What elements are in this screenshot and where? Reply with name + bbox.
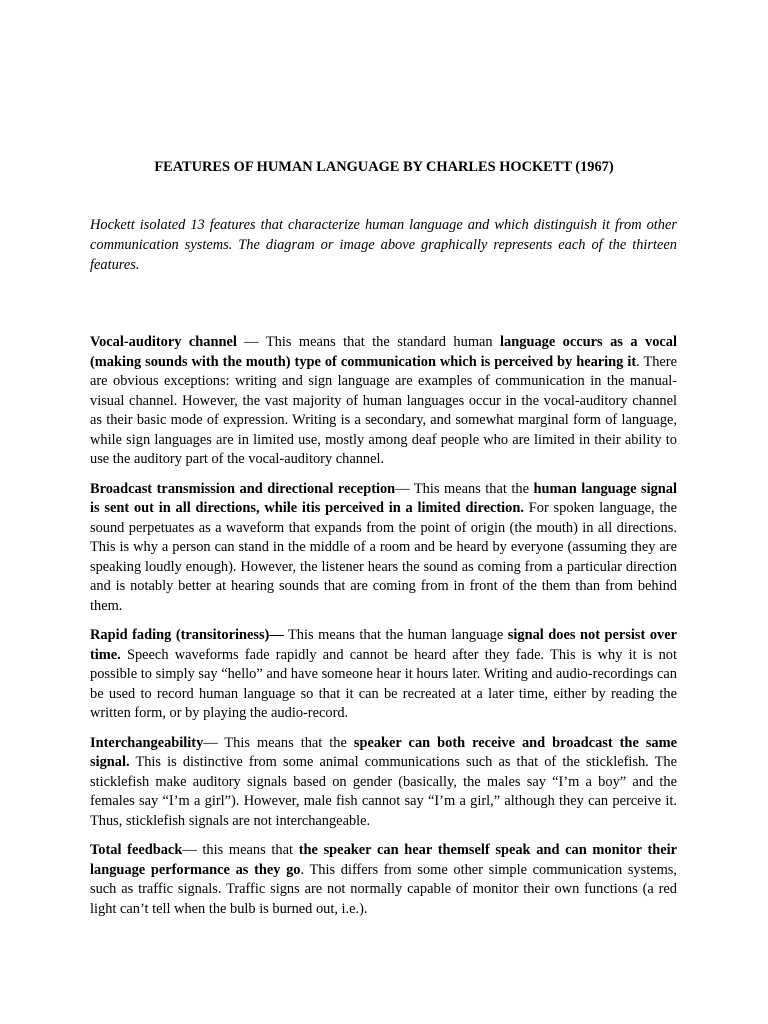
- feature-emphasis: the speaker can hear themself speak and can monitor their language performance as they go: [90, 842, 678, 878]
- feature-term: Broadcast transmission and directional reception: [90, 480, 396, 497]
- feature-term: Rapid fading (transitoriness)—: [90, 627, 284, 643]
- feature-paragraph-total-feedback: [90, 841, 677, 919]
- feature-term: Vocal-auditory channel: [90, 334, 237, 350]
- intro-paragraph: Hockett isolated 13 features that characterize human language and which distinguish it from other communication systems. The diagram or image above graphically represents each of the thirteen features.: [90, 217, 677, 273]
- feature-text: . There are obvious exceptions: writing and sign language are examples of communication in the manual-visual channel. However, the vast majority of human languages occur in the vocal-auditory channel as their basic mode of expression. Writing is a secondary, and somewhat marginal form of language, while sign languages are in limited use, mostly among deaf people who are limited in their ability to use the auditory part of the vocal-auditory channel.: [90, 353, 677, 467]
- feature-text: Speech waveforms fade rapidly and cannot be heard after they fade. This is why it is not possible to simply say “hello” and have someone hear it hours later. Writing and audio-recordings can be used to record human language so that it can be recreated at a later time, either by reading the written form, or by playing the audio-record.: [90, 646, 677, 721]
- feature-emphasis: signal does not persist over time.: [90, 627, 677, 663]
- feature-emphasis: human language signal is sent out in all directions, while itis perceived in a limited direction.: [90, 480, 677, 516]
- feature-text: This is distinctive from some animal communications such as that of the sticklefish. The sticklefish make auditory signals based on gender (basically, the males say “I’m a boy” and the females say “I’m a girl”). However, male fish cannot say “I’m a girl,” although they can perceive it. Thus, sticklefish signals are not interchangeable.: [90, 754, 677, 829]
- feature-term: Total feedback: [90, 842, 183, 858]
- feature-text: For spoken language, the sound perpetuates as a waveform that expands from the point of origin (the mouth) in all directions. This is why a person can stand in the middle of a room and be heard by everyone (assuming they are speaking loudly enough). However, the listener hears the sound as coming from a particular direction and is notably better at hearing sounds that are coming from in front of the them than from behind them.: [90, 500, 677, 614]
- feature-text: — This means that the: [395, 480, 534, 497]
- feature-text: — this means that: [182, 842, 299, 858]
- feature-emphasis: speaker can both receive and broadcast the same signal.: [90, 734, 677, 770]
- feature-text: . This differs from some other simple communication systems, such as traffic signals. Traffic signs are not normally capable of monitor their own functions (a red light can’t tell when the bulb is burned out, i.e.).: [90, 861, 677, 917]
- feature-text: — This means that the: [203, 734, 354, 751]
- feature-text: This means that the human language: [283, 627, 508, 643]
- features-list: [90, 333, 677, 929]
- feature-emphasis: language occurs as a vocal (making sounds with the mouth) type of communication which is perceived by hearing it: [90, 334, 677, 370]
- feature-paragraph-broadcast-transmission: [90, 480, 677, 617]
- feature-paragraph-vocal-auditory: [90, 333, 677, 470]
- feature-paragraph-interchangeability: [90, 734, 677, 832]
- feature-term: Interchangeability: [90, 734, 204, 751]
- feature-paragraph-rapid-fading: [90, 626, 677, 724]
- feature-text: — This means that the standard human: [236, 334, 501, 350]
- document-title: FEATURES OF HUMAN LANGUAGE BY CHARLES HOCKETT (1967): [154, 159, 614, 175]
